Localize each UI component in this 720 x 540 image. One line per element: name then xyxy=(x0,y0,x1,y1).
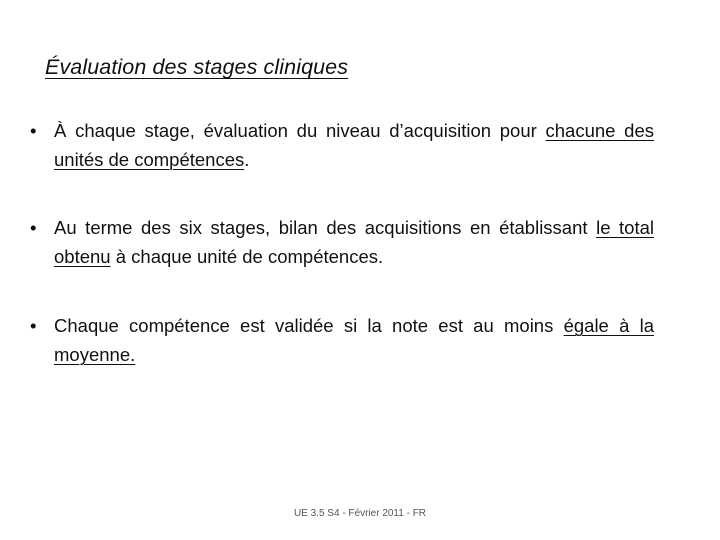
bullet-text-segment: à chaque unité de compétences. xyxy=(110,246,384,267)
bullet-text-1 xyxy=(54,116,654,174)
bullet-item-3 xyxy=(30,311,654,369)
bullet-text-segment: Au terme des six stages, bilan des acquisitions en établissant xyxy=(54,217,597,238)
slide-footer: UE 3.5 S4 - Février 2011 - FR xyxy=(293,508,427,519)
underlined-phrase: chacune des unités de compétences xyxy=(54,120,654,170)
bullet-text-segment: À chaque stage, évaluation du niveau d’acquisition pour xyxy=(54,120,546,141)
underlined-phrase: le total obtenu xyxy=(54,217,654,267)
bullet-marker: • xyxy=(30,217,37,238)
underlined-phrase: égale à la moyenne. xyxy=(54,315,654,365)
bullet-text-segment: . xyxy=(244,149,250,170)
bullet-item-2 xyxy=(30,213,654,271)
bullet-text-segment: Chaque compétence est validée si la note est au moins xyxy=(54,315,564,336)
bullet-item-1 xyxy=(30,116,654,174)
bullet-text-3 xyxy=(54,311,654,369)
bullet-text-2 xyxy=(54,213,654,271)
bullet-marker: • xyxy=(30,120,37,141)
bullet-marker: • xyxy=(30,315,37,336)
slide-title: Évaluation des stages cliniques xyxy=(45,55,349,79)
